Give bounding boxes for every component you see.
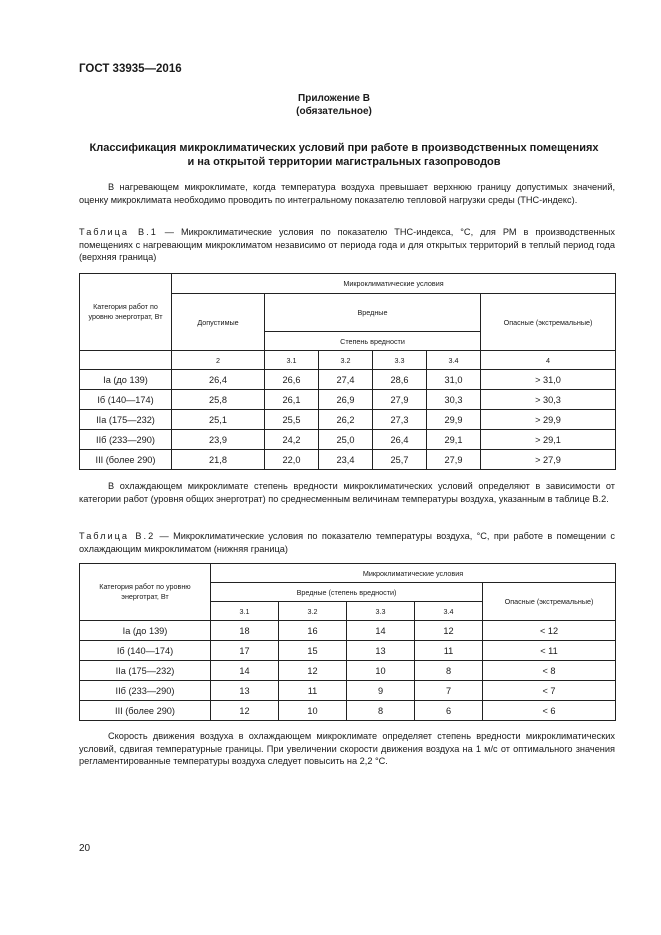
t1-h-dangerous: Опасные (экстремальные): [481, 294, 616, 351]
t1-h-degree: Степень вредности: [265, 332, 481, 351]
standard-header: ГОСТ 33935—2016: [79, 63, 182, 75]
t2-h-dangerous: Опасные (экстремальные): [483, 583, 616, 621]
table-1: [79, 273, 616, 470]
section-title: [70, 141, 618, 169]
t2-cell: III (более 290): [80, 701, 211, 721]
t2-cell: 12: [279, 661, 347, 681]
table2-caption-label: Таблица В.2: [79, 531, 156, 541]
t2-h-harmful: Вредные (степень вредности): [211, 583, 483, 602]
table1-caption-text: — Микроклиматические условия по показателю ТНС-индекса, °С, для РМ в производственных помещениях с нагревающим микроклиматом независимо от периода года и для открытых территорий в теплый период года (верхняя граница): [79, 227, 615, 263]
t1-cell: 26,2: [319, 410, 373, 430]
t2-cell: 10: [347, 661, 415, 681]
t1-cell: 26,6: [265, 370, 319, 390]
t1-cell: 25,0: [319, 430, 373, 450]
t1-cell: > 30,3: [481, 390, 616, 410]
t2-cell: 13: [347, 641, 415, 661]
t1-cell: 21,8: [172, 450, 265, 470]
t2-colnum: 3.4: [415, 602, 483, 621]
t2-cell: 15: [279, 641, 347, 661]
table1-caption-label: Таблица В.1: [79, 227, 158, 237]
t2-colnum: 3.1: [211, 602, 279, 621]
table-row: [80, 621, 616, 641]
table-row: [80, 450, 616, 470]
t1-cell: 27,3: [373, 410, 427, 430]
paragraph-3: Скорость движения воздуха в охлаждающем микроклимате определяет степень вредности микроклиматических условий, сдвигая температурные границы. При увеличении скорости движения воздуха на 1 м/с от оптимального значения регламентированные температуры воздуха следует повысить на 2,2 °С.: [79, 731, 615, 767]
t1-cell: 26,1: [265, 390, 319, 410]
t1-h-harmful: Вредные: [265, 294, 481, 332]
t1-num-empty: [80, 351, 172, 370]
t1-cell: 30,3: [427, 390, 481, 410]
t2-cell: 9: [347, 681, 415, 701]
t1-cell: 23,4: [319, 450, 373, 470]
t1-cell: 26,4: [373, 430, 427, 450]
t2-cell: 14: [347, 621, 415, 641]
t2-cell: 18: [211, 621, 279, 641]
table-row: [80, 701, 616, 721]
table-row: [80, 410, 616, 430]
t2-h-micro: Микроклиматические условия: [211, 564, 616, 583]
t1-colnum: 3.3: [373, 351, 427, 370]
table-row: [80, 641, 616, 661]
table-row: [80, 390, 616, 410]
t2-cell: 11: [415, 641, 483, 661]
table-row: [80, 681, 616, 701]
t1-cell: 25,7: [373, 450, 427, 470]
t1-cell: > 29,9: [481, 410, 616, 430]
paragraph-1: В нагревающем микроклимате, когда температура воздуха превышает верхнюю границу допустимых значений, оценку микроклимата необходимо проводить по интегральному показателю тепловой нагрузки среды (ТНС-индекс).: [79, 182, 615, 205]
table2-caption: [79, 530, 615, 555]
t1-cell: Iб (140—174): [80, 390, 172, 410]
t1-h-allowed: Допустимые: [172, 294, 265, 351]
t1-cell: IIб (233—290): [80, 430, 172, 450]
t2-cell: < 7: [483, 681, 616, 701]
section-title-line1: Классификация микроклиматических условий при работе в производственных помещениях: [89, 142, 599, 154]
t1-cell: 25,5: [265, 410, 319, 430]
appendix-title: Приложение В: [298, 93, 370, 104]
t2-colnum: 3.3: [347, 602, 415, 621]
table-row: [80, 430, 616, 450]
section-title-line2: и на открытой территории магистральных газопроводов: [187, 156, 501, 168]
t1-cell: 27,9: [373, 390, 427, 410]
t2-cell: 12: [211, 701, 279, 721]
t1-h-micro: Микроклиматические условия: [172, 274, 616, 294]
t1-colnum: 3.4: [427, 351, 481, 370]
t1-colnum: 2: [172, 351, 265, 370]
t2-cell: 11: [279, 681, 347, 701]
t2-cell: 13: [211, 681, 279, 701]
t1-cell: 25,1: [172, 410, 265, 430]
appendix-note: (обязательное): [296, 106, 372, 117]
table-2: [79, 563, 616, 721]
table2-caption-text: — Микроклиматические условия по показателю температуры воздуха, °С, при работе в помещении с охлаждающим микроклиматом (нижняя граница): [79, 531, 615, 554]
t1-cell: 26,9: [319, 390, 373, 410]
paragraph-2: В охлаждающем микроклимате степень вредности микроклиматических условий определяют в зависимости от категории работ (уровня общих энерготрат) по среднесменным величинам температуры воздуха, указанным в таблице В.2.: [79, 481, 615, 504]
t2-cell: < 8: [483, 661, 616, 681]
t1-cell: 25,8: [172, 390, 265, 410]
t1-colnum: 4: [481, 351, 616, 370]
t2-cell: IIа (175—232): [80, 661, 211, 681]
t1-cell: > 29,1: [481, 430, 616, 450]
t2-cell: 8: [415, 661, 483, 681]
table-row: [80, 370, 616, 390]
t1-cell: > 27,9: [481, 450, 616, 470]
t2-cell: < 6: [483, 701, 616, 721]
t2-cell: Iа (до 139): [80, 621, 211, 641]
t1-cell: 27,4: [319, 370, 373, 390]
t1-cell: > 31,0: [481, 370, 616, 390]
t2-cell: 10: [279, 701, 347, 721]
t1-cell: 23,9: [172, 430, 265, 450]
t1-cell: 22,0: [265, 450, 319, 470]
appendix-heading: [79, 92, 589, 118]
t1-colnum: 3.1: [265, 351, 319, 370]
t2-cell: < 12: [483, 621, 616, 641]
t2-cell: 8: [347, 701, 415, 721]
t2-cell: 12: [415, 621, 483, 641]
t1-h-category: Категория работ по уровню энерготрат, Вт: [80, 274, 172, 351]
t1-cell: 29,9: [427, 410, 481, 430]
t1-cell: IIа (175—232): [80, 410, 172, 430]
table1-caption: [79, 226, 615, 264]
t1-cell: 31,0: [427, 370, 481, 390]
t1-cell: 27,9: [427, 450, 481, 470]
t1-cell: 29,1: [427, 430, 481, 450]
t1-cell: 24,2: [265, 430, 319, 450]
t1-colnum: 3.2: [319, 351, 373, 370]
t1-cell: 28,6: [373, 370, 427, 390]
t2-cell: < 11: [483, 641, 616, 661]
table-row: [80, 661, 616, 681]
t2-cell: IIб (233—290): [80, 681, 211, 701]
t1-cell: Iа (до 139): [80, 370, 172, 390]
t1-cell: III (более 290): [80, 450, 172, 470]
t2-cell: 6: [415, 701, 483, 721]
t2-h-category: Категория работ по уровню энерготрат, Вт: [80, 564, 211, 621]
t2-cell: 16: [279, 621, 347, 641]
t1-cell: 26,4: [172, 370, 265, 390]
t2-cell: 17: [211, 641, 279, 661]
page-number: 20: [79, 843, 91, 854]
t2-cell: 14: [211, 661, 279, 681]
t2-cell: 7: [415, 681, 483, 701]
t2-colnum: 3.2: [279, 602, 347, 621]
t2-cell: Iб (140—174): [80, 641, 211, 661]
